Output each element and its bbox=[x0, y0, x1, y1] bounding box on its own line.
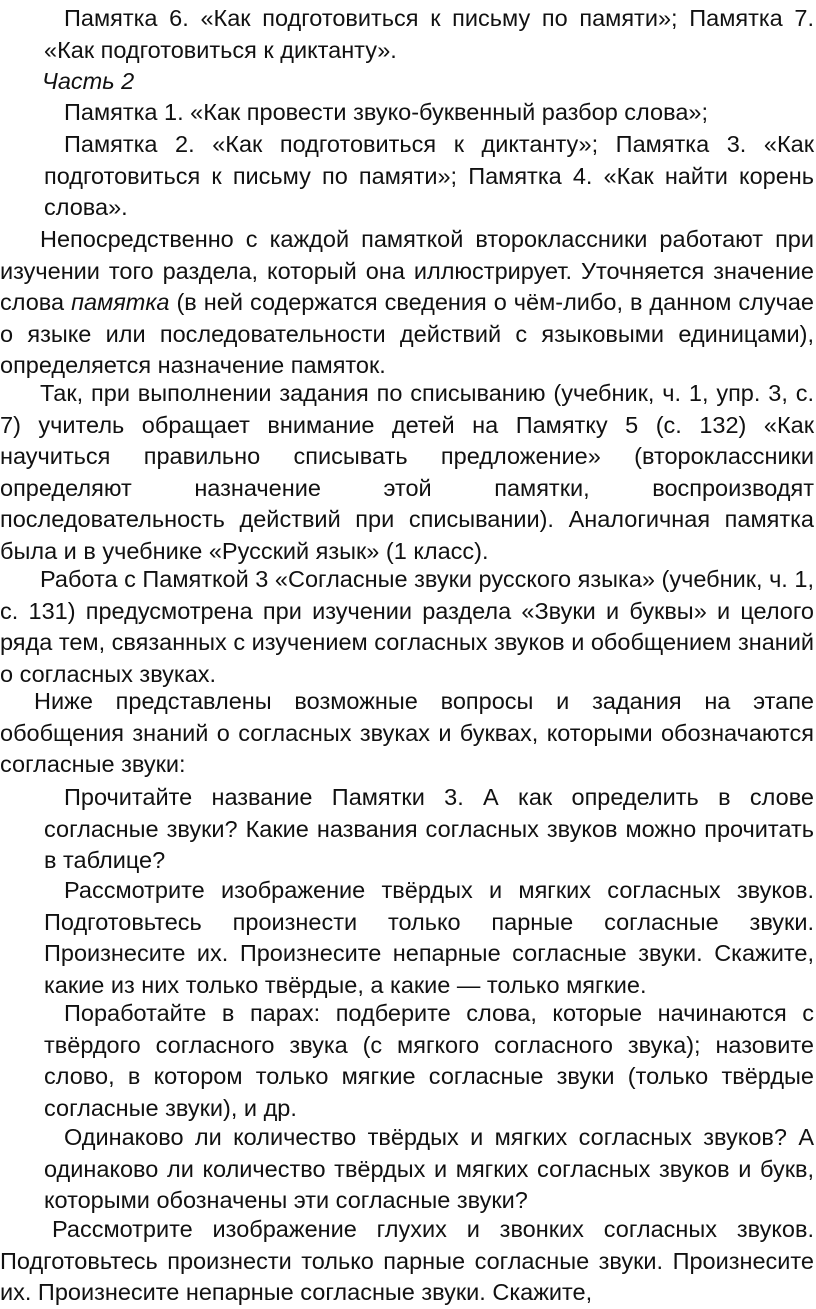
paragraph-memo-usage-part2: (в ней содержатся сведения о чём-либо, в данном случае о языке или последовательности действий с языковыми единицами), определяется назначение памяток. bbox=[0, 289, 814, 379]
paragraph-memo-usage bbox=[0, 224, 814, 382]
question-3: Поработайте в парах: подберите слова, которые начинаются с твёрдого согласного звука (с мягкого согласного звука); назовите слово, в котором только мягкие согласные звуки (только твёрдые согласные звуки), и др. bbox=[44, 1000, 814, 1121]
paragraph-memo-3: Работа с Памяткой 3 «Согласные звуки русского языка» (учебник, ч. 1, с. 131) предусмотрена при изучении раздела «Звуки и буквы» и целого ряда тем, связанных с изучением согласных звуков и обобщением знаний о согласных звуках. bbox=[0, 566, 814, 687]
question-5: Рассмотрите изображение глухих и звонких согласных звуков. Подготовьтесь произнести только парные согласные звуки. Произнесите их. Произнесите непарные согласные звуки. Скажите, bbox=[0, 1216, 814, 1306]
memo-6-7: Памятка 6. «Как подготовиться к письму по памяти»; Памятка 7. «Как подготовиться к диктанту». bbox=[44, 5, 814, 63]
part-2-title: Часть 2 bbox=[42, 68, 135, 94]
memo-1: Памятка 1. «Как провести звуко-буквенный разбор слова»; bbox=[64, 99, 708, 125]
paragraph-copying-task: Так, при выполнении задания по списыванию (учебник, ч. 1, упр. 3, с. 7) учитель обращает внимание детей на Памятку 5 (с. 132) «Как научиться правильно списывать предложение» (второклассники определяют назначение этой памятки, воспроизводят последовательность действий при списывании). Аналогичная памятка была и в учебнике «Русский язык» (1 класс). bbox=[0, 380, 814, 564]
paragraph-questions-intro: Ниже представлены возможные вопросы и задания на этапе обобщения знаний о согласных звуках и буквах, которыми обозначаются согласные звуки: bbox=[0, 688, 814, 778]
term-pamyatka: памятка bbox=[71, 289, 170, 316]
question-2: Рассмотрите изображение твёрдых и мягких согласных звуков. Подготовьтесь произнести только парные согласные звуки. Произнесите их. Произнесите непарные согласные звуки. Скажите, какие из них только твёрдые, а какие — только мягкие. bbox=[44, 877, 814, 998]
question-1: Прочитайте название Памятки 3. А как определить в слове согласные звуки? Какие названия согласных звуков можно прочитать в таблице? bbox=[44, 784, 814, 874]
memo-2-3-4: Памятка 2. «Как подготовиться к диктанту»; Памятка 3. «Как подготовиться к письму по памяти»; Памятка 4. «Как найти корень слова». bbox=[44, 131, 814, 221]
paragraph-memo-usage-part1: Непосредственно с каждой памяткой второклассники работают при изучении того раздела, который она иллюстрирует. Уточняется значение слова bbox=[0, 226, 814, 316]
question-4: Одинаково ли количество твёрдых и мягких согласных звуков? А одинаково ли количество твёрдых и мягких согласных звуков и букв, которыми обозначены эти согласные звуки? bbox=[44, 1124, 814, 1214]
